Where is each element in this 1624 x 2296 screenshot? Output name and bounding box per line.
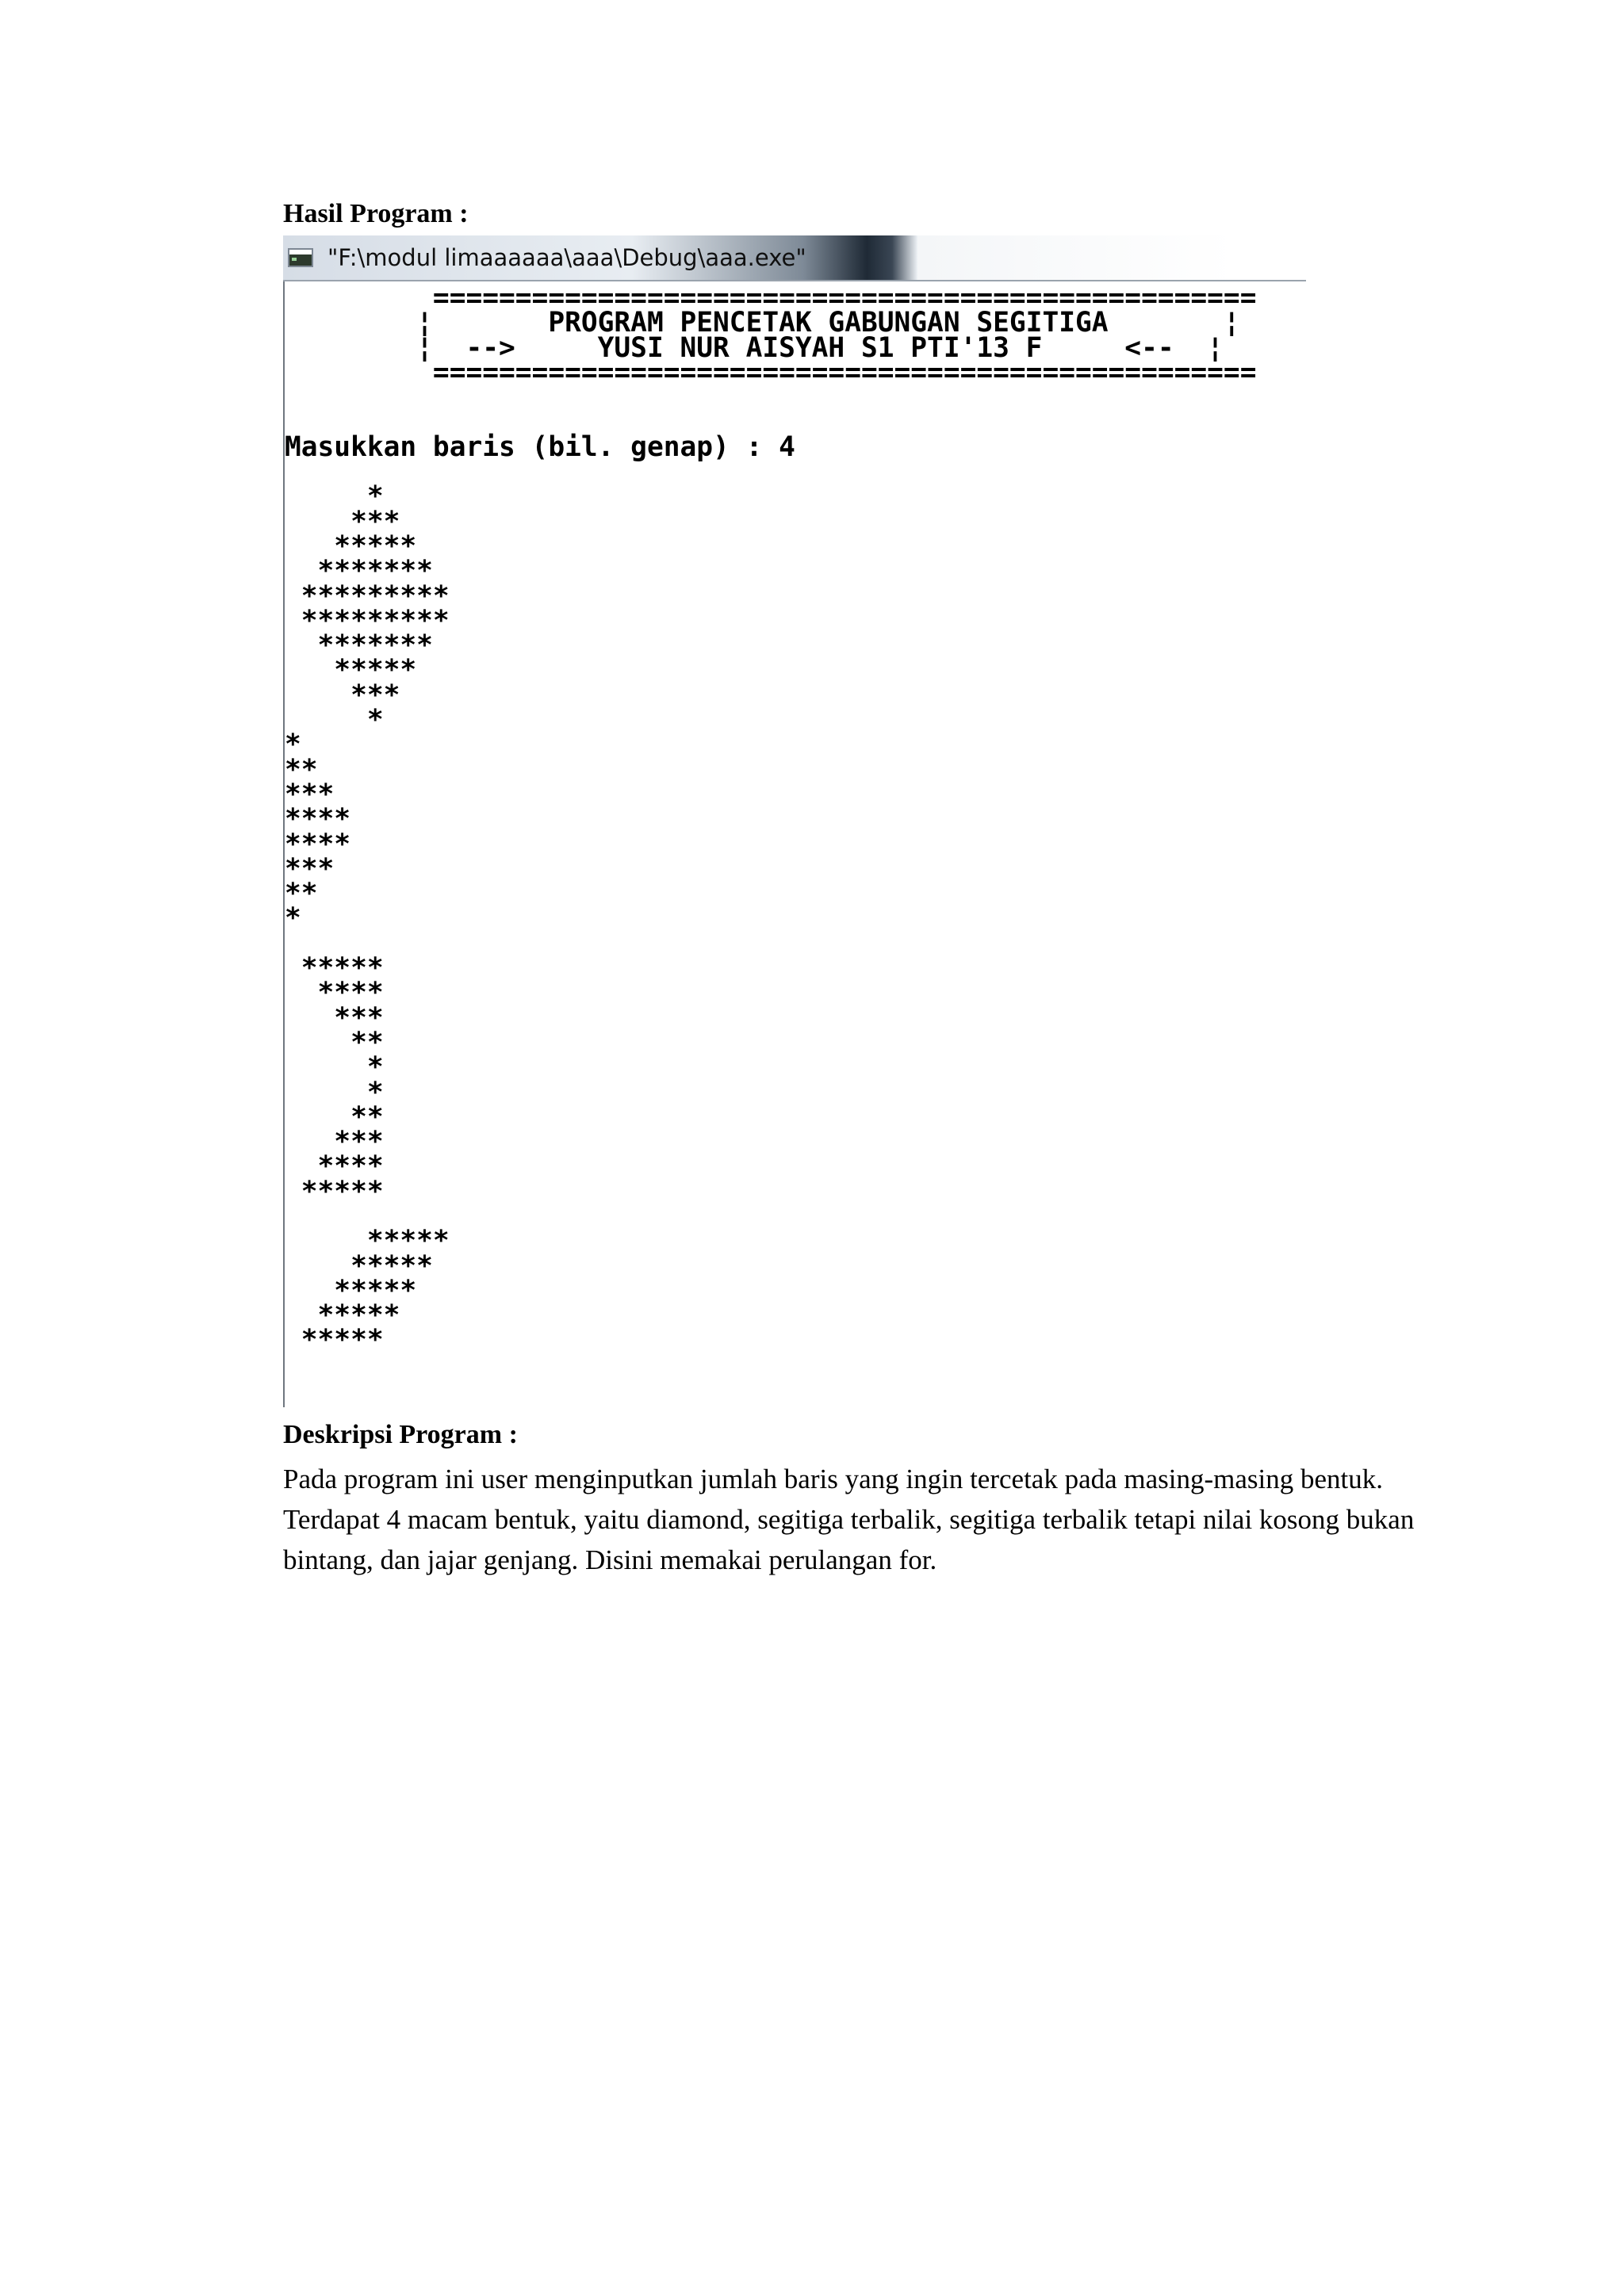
console-line: *	[285, 902, 301, 935]
console-line: *******	[285, 629, 433, 662]
console-line	[285, 460, 1256, 484]
console-line: **	[285, 1026, 384, 1058]
console-line: **	[285, 878, 318, 910]
console-line: ***	[285, 778, 335, 810]
console-line: ***	[285, 1126, 384, 1158]
console-line: Masukkan baris (bil. genap) : 4	[285, 430, 795, 463]
console-line: *	[285, 1076, 384, 1108]
console-line: *********	[285, 604, 450, 637]
console-line: *****	[285, 952, 384, 985]
console-line: ==================================================	[285, 356, 1257, 388]
console-line: ****	[285, 828, 351, 860]
console-line: ***	[285, 852, 335, 885]
console-line: *	[285, 729, 301, 761]
console-line	[285, 385, 1256, 410]
console-line: *****	[285, 1299, 400, 1332]
result-heading: Hasil Program :	[283, 199, 469, 228]
console-output	[285, 282, 1257, 1357]
console-line: *****	[285, 1274, 417, 1307]
console-line: *	[285, 704, 384, 737]
console-titlebar	[283, 235, 917, 280]
console-line	[285, 932, 1256, 956]
console-line: ***	[285, 1001, 384, 1034]
console-line: *	[285, 480, 384, 513]
console-line: *****	[285, 654, 417, 687]
console-line: **	[285, 1100, 384, 1133]
console-line: *******	[285, 555, 433, 587]
console-line: *****	[285, 1225, 450, 1257]
console-line: ****	[285, 977, 384, 1009]
console-line: ***	[285, 505, 400, 538]
console-line: ¦ PROGRAM PENCETAK GABUNGAN SEGITIGA ¦	[285, 307, 1240, 339]
console-line: *********	[285, 580, 450, 612]
console-line: ***	[285, 679, 400, 711]
console-line: *****	[285, 530, 417, 562]
console-app-icon	[288, 248, 313, 267]
description-paragraph: Pada program ini user menginputkan jumlah baris yang ingin tercetak pada masing-masing bentuk. Terdapat 4 macam bentuk, yaitu diamond, segitiga terbalik, segitiga terbalik tetapi nilai kosong bukan bintang, dan jajar genjang. Disini memakai perulangan for.	[283, 1464, 1415, 1575]
console-window-screenshot	[283, 235, 1306, 1409]
console-line: *	[285, 1051, 384, 1084]
console-line: *****	[285, 1324, 384, 1357]
console-line: *****	[285, 1249, 433, 1282]
console-line: ****	[285, 1150, 384, 1183]
console-border-top	[283, 280, 1306, 281]
console-line: ==================================================	[285, 282, 1257, 314]
titlebar-fade	[917, 235, 1235, 280]
description-heading: Deskripsi Program :	[283, 1420, 518, 1449]
console-line: ¦ --> YUSI NUR AISYAH S1 PTI'13 F <-- ¦	[285, 331, 1224, 364]
console-line: ****	[285, 803, 351, 836]
console-line: *****	[285, 1175, 384, 1207]
console-line: **	[285, 753, 318, 786]
console-title: "F:\modul limaaaaaa\aaa\Debug\aaa.exe"	[327, 244, 806, 271]
